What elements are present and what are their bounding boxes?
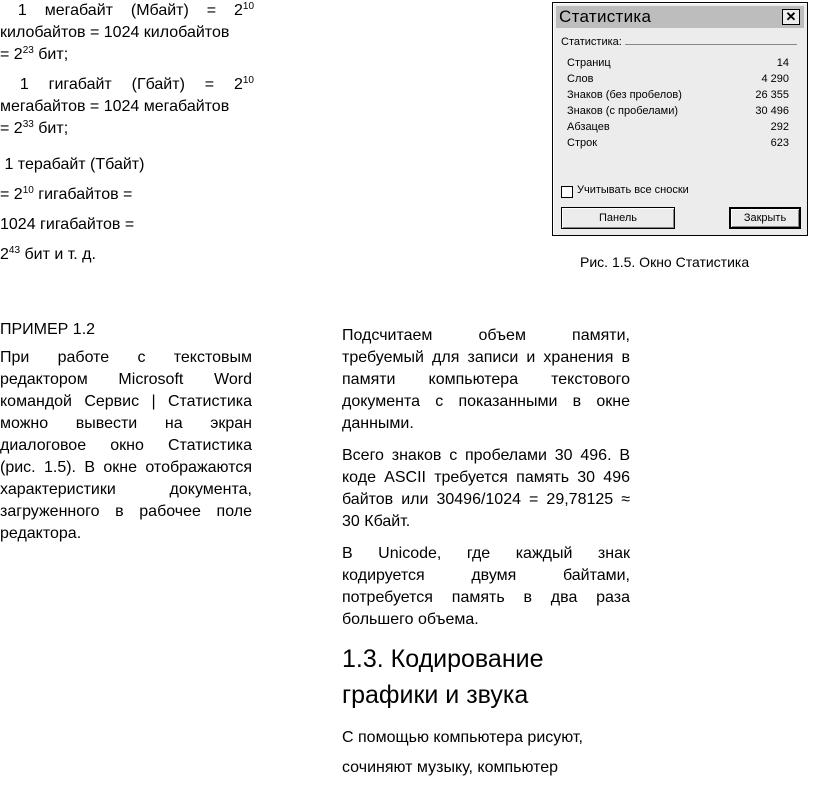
units-definitions (0, 0, 254, 266)
group-divider (625, 44, 797, 45)
stat-row (567, 55, 789, 71)
stats-group-label: Статистика: (561, 36, 622, 48)
example-title: ПРИМЕР 1.2 (0, 321, 96, 338)
stat-value: 14 (776, 57, 789, 69)
stat-row (567, 87, 789, 103)
statistics-dialog (552, 2, 808, 236)
stat-value: 30 496 (755, 105, 789, 117)
example-text: При работе с текстовым редактором Microsoft Word командой Сервис | Статистика можно вывести на экран диалоговое окно Статистика (рис. 1.5). В окне отображаются характеристики документа, загруженного в рабочее поле редактора. (0, 349, 252, 542)
panel-button[interactable]: Панель (561, 207, 675, 229)
megabyte-definition: 1 мегабайт (Мбайт) = $2^{10}$ килобайтов = 1024 килобайтов = $2^{23}$ бит; (0, 1, 255, 63)
stat-label: Страниц (567, 57, 611, 69)
close-button[interactable]: Закрыть (729, 207, 801, 229)
dialog-titlebar[interactable] (556, 6, 804, 28)
stat-label: Строк (567, 137, 598, 149)
stat-value: 292 (770, 121, 789, 133)
include-footnotes-checkbox[interactable] (561, 186, 573, 198)
right-column (342, 325, 630, 793)
stat-label: Знаков (без пробелов) (567, 89, 682, 101)
stat-row (567, 135, 789, 151)
stat-value: 26 355 (755, 89, 789, 101)
stat-label: Слов (567, 73, 594, 85)
stat-row (567, 119, 789, 135)
stat-label: Абзацев (567, 121, 610, 133)
stat-row (567, 103, 789, 119)
paragraph: С помощью компьютера рисуют, сочиняют музыку, компьютер (342, 729, 583, 776)
dialog-title: Статистика (559, 7, 652, 26)
stat-value: 4 290 (761, 73, 789, 85)
close-icon[interactable]: ✕ (782, 9, 800, 25)
stat-label: Знаков (с пробелами) (567, 105, 679, 117)
include-footnotes-label[interactable]: Учитывать все сноски (577, 184, 689, 196)
paragraph: В Unicode, где каждый знак кодируется двумя байтами, потребуется память в два раза большего объема. (342, 545, 630, 628)
figure-caption: Рис. 1.5. Окно Статистика (580, 254, 750, 270)
gigabyte-definition: 1 гигабайт (Гбайт) = $2^{10}$ мегабайтов = 1024 мегабайтов = $2^{33}$ бит; (0, 75, 254, 137)
paragraph: Подсчитаем объем памяти, требуемый для записи и хранения в памяти компьютера текстового документа с показанными в окне данными. (342, 327, 630, 432)
example-section (0, 319, 252, 545)
section-heading: 1.3. Кодирование графики и звука (342, 645, 544, 709)
terabyte-definition: 1 терабайт (Тбайт) = $2^{10}$ гигабайтов = 1024 гигабайтов = $2^{43}$ бит и т. д. (0, 156, 145, 263)
paragraph: Всего знаков с пробелами 30 496. В коде ASCII требуется память 30 496 байтов или 30496/1024 = 29,78125 ≈ 30 Кбайт. (342, 447, 630, 530)
stat-row (567, 71, 789, 87)
stat-value: 623 (770, 137, 789, 149)
